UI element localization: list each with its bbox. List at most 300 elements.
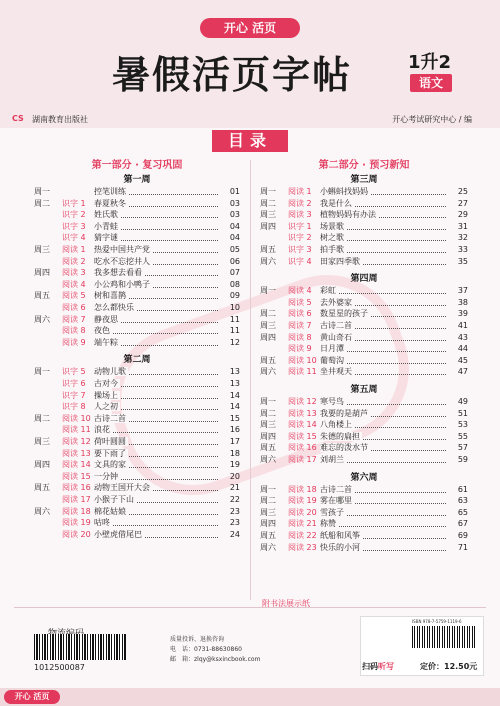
page-number: 63	[457, 496, 468, 506]
lesson-tag: 阅读 17	[62, 495, 91, 504]
toc-row[interactable]	[34, 401, 240, 412]
page-number: 41	[457, 321, 468, 330]
toc-row[interactable]	[34, 198, 240, 209]
weekday: 周一	[260, 286, 276, 296]
lesson-tag: 阅读 9	[62, 337, 86, 347]
page-number: 13	[229, 367, 240, 377]
toc-row[interactable]	[260, 495, 468, 506]
toc-row[interactable]	[260, 507, 468, 518]
toc-row[interactable]	[34, 325, 240, 336]
lesson-title-wrap	[320, 542, 448, 553]
footer-logo: 开心 活页	[4, 690, 60, 704]
toc-row[interactable]	[34, 256, 240, 267]
lesson-tag: 阅读 10	[288, 355, 317, 365]
lesson-title: 坐井观天	[320, 367, 352, 377]
toc-row[interactable]	[34, 390, 240, 401]
lesson-tag: 识字 1	[62, 198, 86, 208]
toc-row[interactable]	[260, 542, 468, 553]
lesson-title: 拍手歌	[320, 245, 344, 254]
lesson-tag: 阅读 6	[62, 303, 86, 312]
toc-row[interactable]	[260, 518, 468, 529]
page-number: 14	[229, 390, 240, 400]
publisher-logo-icon: CS	[12, 114, 24, 123]
lesson-title: 春夏秋冬	[94, 198, 126, 208]
toc-row[interactable]	[34, 436, 240, 447]
lesson-title: 树和喜鹊	[94, 291, 126, 301]
lesson-tag: 阅读 18	[62, 506, 91, 516]
lesson-title: 小猴子下山	[94, 495, 134, 504]
lesson-title-wrap	[94, 186, 220, 197]
page-number: 22	[229, 495, 240, 504]
toc-row[interactable]	[34, 267, 240, 278]
weekday: 周二	[260, 408, 276, 418]
page-number: 17	[229, 437, 240, 446]
lesson-title-wrap	[94, 529, 220, 540]
weekday: 周三	[34, 437, 50, 446]
lesson-title: 树之歌	[320, 233, 344, 243]
lesson-title-wrap	[94, 244, 220, 255]
lesson-title-wrap	[94, 256, 220, 267]
page-number: 43	[457, 332, 468, 342]
lesson-title-wrap	[94, 482, 220, 493]
subject-badge: 语文	[410, 74, 452, 92]
lesson-tag: 阅读 10	[62, 413, 91, 423]
toc-row[interactable]	[34, 424, 240, 435]
page-number: 11	[229, 326, 240, 336]
lesson-title-wrap	[94, 209, 220, 220]
week-heading: 第五周	[350, 385, 378, 395]
isbn-barcode	[412, 626, 476, 648]
toc-row[interactable]	[34, 337, 240, 348]
toc-row[interactable]	[34, 290, 240, 301]
page-number: 24	[229, 529, 240, 539]
toc-row[interactable]	[260, 198, 468, 209]
lesson-tag: 阅读 7	[288, 321, 312, 330]
weekday: 周五	[260, 531, 276, 540]
publisher-row	[0, 114, 500, 128]
weekday: 周一	[260, 397, 276, 406]
brand-logo: 开心 活页	[200, 18, 300, 38]
contact-info	[170, 635, 260, 665]
lesson-title-wrap	[94, 302, 220, 313]
lesson-title: 雾在哪里	[320, 496, 352, 506]
lesson-tag: 阅读 12	[62, 437, 91, 446]
page-number: 07	[229, 268, 240, 278]
book-title: 暑假活页字帖	[112, 52, 353, 97]
page-number: 27	[457, 198, 468, 208]
lesson-title-wrap	[94, 390, 220, 401]
weekday: 周三	[260, 420, 276, 430]
toc-row[interactable]	[260, 454, 468, 465]
page-number: 23	[229, 506, 240, 516]
weekday: 周三	[34, 245, 50, 254]
barcode-bars	[34, 634, 126, 660]
lesson-title: 端午粽	[94, 337, 118, 347]
toc-row[interactable]	[34, 209, 240, 220]
weekday: 周四	[260, 332, 276, 342]
lesson-title: 咕咚	[94, 518, 110, 528]
toc-row[interactable]	[260, 256, 468, 267]
lesson-title: 称赞	[320, 519, 336, 529]
lesson-title-wrap	[94, 221, 220, 232]
toc-row[interactable]	[260, 530, 468, 541]
lesson-title: 人之初	[94, 402, 118, 412]
page-number: 21	[229, 483, 240, 493]
weekday: 周六	[34, 506, 50, 516]
lesson-title-wrap	[94, 424, 220, 435]
lesson-tag: 阅读 13	[288, 408, 317, 418]
toc-row[interactable]	[260, 244, 468, 255]
weekday: 周四	[260, 431, 276, 441]
lesson-title-wrap	[94, 506, 220, 517]
page-number: 38	[457, 297, 468, 307]
lesson-tag: 阅读 6	[288, 309, 312, 319]
lesson-tag: 识字 3	[62, 221, 86, 231]
toc-row[interactable]	[260, 232, 468, 243]
weekday: 周一	[260, 187, 276, 196]
page-number: 44	[457, 344, 468, 354]
page-number: 11	[229, 314, 240, 324]
lesson-tag: 阅读 16	[288, 443, 317, 453]
lesson-title: 古诗二首	[94, 413, 126, 423]
lesson-title: 朱德的扁担	[320, 431, 360, 441]
lesson-title-wrap	[94, 325, 220, 336]
lesson-title: 棉花姑娘	[94, 506, 126, 516]
dictation-text: 听写	[378, 662, 394, 671]
weekday: 周六	[34, 314, 50, 324]
lesson-title-wrap	[94, 517, 220, 528]
toc-row[interactable]	[260, 355, 468, 366]
page-number: 33	[457, 245, 468, 254]
lesson-title-wrap	[94, 337, 220, 348]
weekday: 周六	[260, 367, 276, 377]
toc-row[interactable]	[260, 484, 468, 495]
lesson-title: 我多想去看看	[94, 268, 142, 278]
toc-title: 目录	[212, 130, 288, 152]
editor-credit: 开心考试研究中心 / 编	[392, 115, 472, 124]
weekday: 周一	[34, 367, 50, 377]
toc-row[interactable]	[260, 186, 468, 197]
lesson-tag: 识字 4	[62, 233, 86, 243]
lesson-title-wrap	[320, 518, 448, 529]
toc-row[interactable]	[260, 332, 468, 343]
lesson-title: 怎么都快乐	[94, 303, 134, 312]
toc-row[interactable]	[260, 308, 468, 319]
contact-line-2: 电 话：0731-88630860	[170, 646, 242, 653]
weekday: 周四	[260, 519, 276, 529]
contact-line-3: 邮 箱：zlqy@ksxincbook.com	[170, 656, 261, 663]
toc-row[interactable]	[260, 408, 468, 419]
lesson-title-wrap	[94, 279, 220, 290]
lesson-tag: 阅读 21	[288, 519, 317, 529]
toc-row[interactable]	[34, 506, 240, 517]
lesson-title-wrap	[94, 267, 220, 278]
lesson-title-wrap	[94, 471, 220, 482]
lesson-tag: 阅读 20	[288, 507, 317, 517]
weekday: 周三	[260, 507, 276, 517]
lesson-title: 去外婆家	[320, 297, 352, 307]
grade-label: 1升2	[408, 52, 452, 73]
lesson-title: 小蝌蚪找妈妈	[320, 187, 368, 196]
toc-row[interactable]	[34, 494, 240, 505]
lesson-title-wrap	[320, 297, 448, 308]
weekday: 周六	[260, 542, 276, 552]
page-number: 06	[229, 256, 240, 266]
appendix-link[interactable]: 附书法展示纸	[262, 599, 310, 608]
lesson-title-wrap	[320, 366, 448, 377]
page-number: 23	[229, 518, 240, 528]
lesson-title: 文具的家	[94, 460, 126, 470]
weekday: 周六	[260, 256, 276, 266]
lesson-title-wrap	[94, 366, 220, 377]
scan-label[interactable]	[362, 661, 394, 672]
page-number: 45	[457, 355, 468, 365]
lesson-tag: 阅读 12	[288, 397, 317, 406]
lesson-title: 纸船和风筝	[320, 531, 360, 540]
lesson-tag: 阅读 19	[62, 518, 91, 528]
lesson-title-wrap	[94, 232, 220, 243]
weekday: 周一	[260, 484, 276, 494]
lesson-title-wrap	[320, 209, 448, 220]
lesson-title-wrap	[320, 442, 448, 453]
lesson-tag: 识字 7	[62, 390, 86, 400]
lesson-tag: 阅读 22	[288, 531, 317, 540]
week-heading: 第一周	[123, 175, 151, 185]
lesson-title: 田家四季歌	[320, 256, 360, 266]
lesson-title: 黄山奇石	[320, 332, 352, 342]
lesson-title-wrap	[320, 507, 448, 518]
toc-row[interactable]	[34, 413, 240, 424]
lesson-title-wrap	[320, 244, 448, 255]
page-number: 01	[229, 187, 240, 196]
toc-row[interactable]	[260, 442, 468, 453]
toc-row[interactable]	[34, 221, 240, 232]
toc-row[interactable]	[34, 517, 240, 528]
lesson-tag: 识字 5	[62, 367, 86, 377]
page-number: 51	[457, 408, 468, 418]
page-number: 18	[229, 448, 240, 458]
page-number: 08	[229, 279, 240, 289]
lesson-tag: 识字 3	[288, 245, 312, 254]
toc-row[interactable]	[34, 244, 240, 255]
toc-row[interactable]	[260, 396, 468, 407]
lesson-title-wrap	[94, 448, 220, 459]
toc-row[interactable]	[34, 448, 240, 459]
lesson-tag: 阅读 11	[288, 367, 317, 377]
lesson-tag: 阅读 7	[62, 314, 86, 324]
footer-divider	[14, 607, 486, 608]
lesson-title: 夜色	[94, 326, 110, 336]
toc-row[interactable]	[34, 471, 240, 482]
lesson-title: 动物王国开大会	[94, 483, 150, 493]
contact-line-1: 质量投诉、退换咨询	[170, 636, 225, 643]
lesson-tag: 阅读 13	[62, 448, 91, 458]
lesson-title-wrap	[320, 186, 448, 197]
toc-row[interactable]	[260, 419, 468, 430]
toc-row[interactable]	[34, 314, 240, 325]
lesson-title-wrap	[320, 285, 448, 296]
page-number: 20	[229, 471, 240, 481]
lesson-title: 彩虹	[320, 286, 336, 296]
lesson-title: 控笔训练	[94, 187, 126, 196]
lesson-title: 植物妈妈有办法	[320, 210, 376, 220]
lesson-title-wrap	[320, 431, 448, 442]
price-label: 定价：12.50元	[420, 662, 478, 671]
weekday: 周二	[34, 198, 50, 208]
lesson-title: 热爱中国共产党	[94, 245, 150, 254]
lesson-title: 古诗二首	[320, 484, 352, 494]
lesson-tag: 阅读 8	[62, 326, 86, 336]
week-heading: 第六周	[350, 472, 378, 483]
lesson-tag: 阅读 19	[288, 496, 317, 506]
toc-row[interactable]	[260, 209, 468, 220]
lesson-title-wrap	[320, 332, 448, 343]
toc-row[interactable]	[34, 529, 240, 540]
page-number: 15	[229, 413, 240, 423]
lesson-title: 要下雨了	[94, 448, 126, 458]
lesson-tag: 阅读 15	[288, 431, 317, 441]
lesson-title: 我是什么	[320, 198, 352, 208]
lesson-title: 快乐的小河	[320, 542, 360, 552]
lesson-tag: 阅读 5	[62, 291, 86, 301]
toc-row[interactable]	[34, 279, 240, 290]
lesson-title: 浪花	[94, 425, 110, 435]
lesson-title-wrap	[320, 355, 448, 366]
lesson-title: 葡萄沟	[320, 355, 344, 365]
lesson-title: 姓氏歌	[94, 210, 118, 220]
toc-row[interactable]	[260, 297, 468, 308]
lesson-tag: 阅读 2	[62, 256, 86, 266]
page-number: 03	[229, 210, 240, 220]
page-number: 55	[457, 431, 468, 441]
page-number: 13	[229, 379, 240, 388]
lesson-title-wrap	[320, 221, 448, 232]
weekday: 周二	[260, 496, 276, 506]
lesson-title: 荷叶圆圆	[94, 437, 126, 446]
lesson-title-wrap	[320, 454, 448, 465]
toc-row[interactable]	[34, 366, 240, 377]
lesson-title: 小公鸡和小鸭子	[94, 279, 150, 289]
lesson-title: 我要的是葫芦	[320, 408, 368, 418]
lesson-tag: 阅读 4	[288, 286, 312, 296]
lesson-title-wrap	[94, 314, 220, 325]
lesson-tag: 阅读 3	[288, 210, 312, 220]
toc-row[interactable]	[260, 221, 468, 232]
lesson-title-wrap	[94, 494, 220, 505]
lesson-title-wrap	[320, 343, 448, 354]
lesson-tag: 阅读 8	[288, 332, 312, 342]
page-number: 47	[457, 367, 468, 377]
weekday: 周六	[260, 455, 276, 464]
weekday: 周五	[260, 245, 276, 254]
isbn-text: ISBN 978-7-5759-1119-6	[412, 619, 462, 624]
page-number: 49	[457, 397, 468, 406]
lesson-title: 吃水不忘挖井人	[94, 256, 150, 266]
toc-row[interactable]	[260, 366, 468, 377]
page-number: 25	[457, 187, 468, 196]
lesson-tag: 阅读 9	[288, 344, 312, 354]
lesson-tag: 阅读 11	[62, 425, 91, 435]
lesson-title: 一分钟	[94, 471, 118, 481]
toc-row[interactable]	[34, 232, 240, 243]
page-number: 53	[457, 420, 468, 430]
lesson-tag: 阅读 1	[288, 187, 312, 196]
lesson-title-wrap	[94, 290, 220, 301]
logistics-number: 1012500087	[34, 663, 85, 672]
lesson-tag: 识字 2	[62, 210, 86, 220]
toc-row[interactable]	[34, 186, 240, 197]
lesson-title-wrap	[320, 198, 448, 209]
page-number: 32	[457, 233, 468, 243]
page-number: 65	[457, 507, 468, 517]
lesson-title: 小壁虎借尾巴	[94, 529, 142, 539]
lesson-tag: 阅读 17	[288, 455, 317, 464]
lesson-tag: 阅读 16	[62, 483, 91, 493]
page-number: 39	[457, 309, 468, 319]
weekday: 周五	[34, 291, 50, 301]
page-number: 04	[229, 233, 240, 243]
weekday: 周一	[34, 187, 50, 196]
lesson-tag: 阅读 23	[288, 542, 317, 552]
page-number: 61	[457, 484, 468, 494]
weekday: 周三	[260, 210, 276, 220]
toc-row[interactable]	[34, 482, 240, 493]
lesson-title: 数星星的孩子	[320, 309, 368, 319]
page-number: 12	[229, 337, 240, 347]
toc-row[interactable]	[260, 431, 468, 442]
lesson-title: 场景歌	[320, 221, 344, 231]
lesson-tag: 阅读 5	[288, 297, 312, 307]
weekday: 周四	[34, 460, 50, 470]
lesson-tag: 阅读 14	[288, 420, 317, 430]
weekday: 周二	[260, 309, 276, 319]
lesson-title-wrap	[320, 495, 448, 506]
lesson-title-wrap	[320, 408, 448, 419]
page-number: 67	[457, 519, 468, 529]
lesson-title-wrap	[94, 401, 220, 412]
page-number: 59	[457, 455, 468, 464]
lesson-tag: 识字 1	[288, 221, 312, 231]
logistics-barcode	[34, 634, 126, 672]
toc-row[interactable]	[260, 320, 468, 331]
page-number: 31	[457, 221, 468, 231]
lesson-title-wrap	[320, 484, 448, 495]
week-heading: 第三周	[350, 175, 378, 185]
page-number: 69	[457, 531, 468, 540]
publisher-name: 湖南教育出版社	[32, 115, 88, 124]
weekday: 周三	[260, 321, 276, 330]
lesson-title: 古诗二首	[320, 321, 352, 330]
toc-row[interactable]	[34, 378, 240, 389]
weekday: 周五	[34, 483, 50, 493]
lesson-tag: 阅读 2	[288, 198, 312, 208]
lesson-title-wrap	[320, 320, 448, 331]
page-number: 71	[457, 542, 468, 552]
page-number: 05	[229, 245, 240, 254]
page-number: 19	[229, 460, 240, 470]
lesson-title: 操场上	[94, 390, 118, 400]
toc-row[interactable]	[34, 459, 240, 470]
lesson-title-wrap	[320, 530, 448, 541]
lesson-title: 动物儿歌	[94, 367, 126, 377]
toc-row[interactable]	[260, 343, 468, 354]
lesson-tag: 识字 8	[62, 402, 86, 412]
toc-row[interactable]	[260, 285, 468, 296]
week-heading: 第四周	[350, 274, 378, 285]
toc-row[interactable]	[34, 302, 240, 313]
lesson-title: 寒号鸟	[320, 397, 344, 406]
lesson-title-wrap	[94, 378, 220, 389]
